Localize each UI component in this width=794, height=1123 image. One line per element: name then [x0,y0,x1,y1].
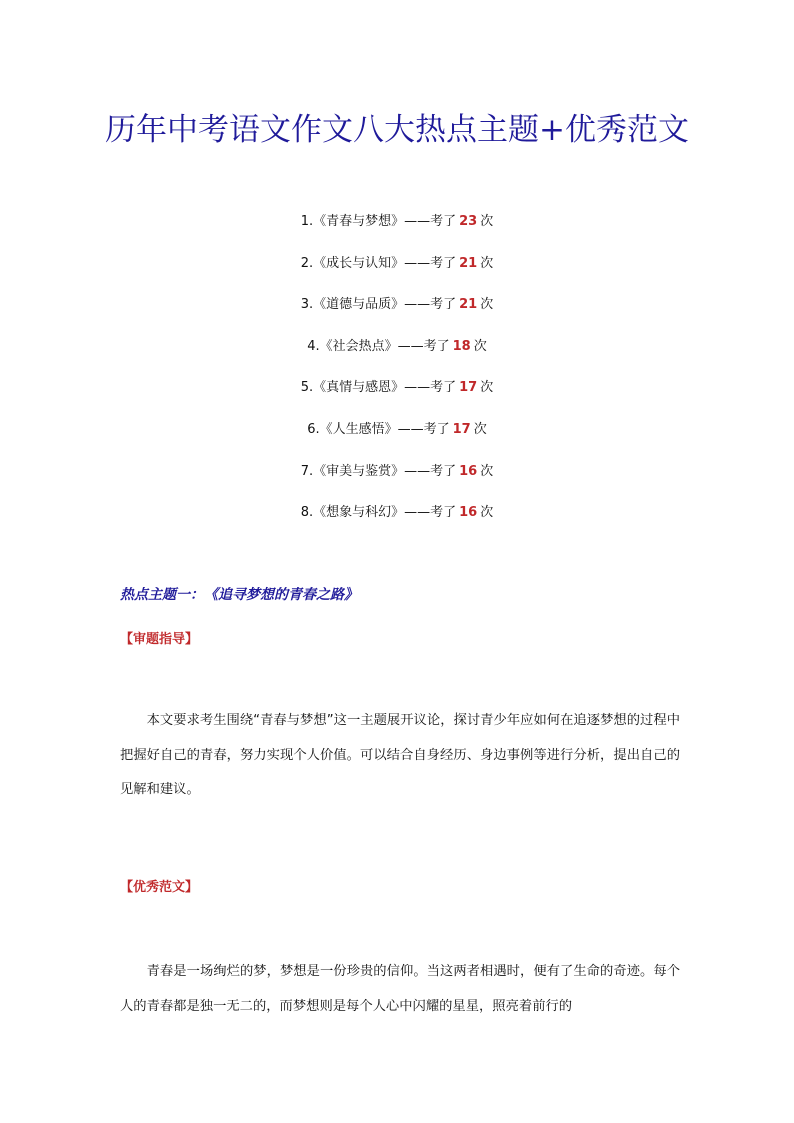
topic-name: 5.《真情与感恩》——考了 [300,380,457,396]
guide-paragraph: 本文要求考生围绕“青春与梦想”这一主题展开议论，探讨青少年应如何在追逐梦想的过程中把握好自己的青春，努力实现个人价值。可以结合自身经历、身边事例等进行分析，提出自己的见解和建议。 [120,713,680,797]
list-item [0,293,794,335]
topic-name: 4.《社会热点》——考了 [307,338,450,354]
section-heading: 热点主题一：《追寻梦想的青春之路》 [120,587,358,603]
topic-unit: 次 [480,214,494,229]
topic-count: 16 [459,505,478,521]
topic-rank-list [0,210,794,543]
sample-label: 【优秀范文】 [120,880,199,895]
topic-count: 18 [452,338,471,354]
list-item [0,501,794,543]
list-item [0,210,794,252]
list-item [0,376,794,418]
topic-unit: 次 [480,463,494,479]
topic-unit: 次 [480,505,494,521]
sample-paragraph: 青春是一场绚烂的梦，梦想是一份珍贵的信仰。当这两者相遇时，便有了生命的奇迹。每个人的青春都是独一无二的，而梦想则是每个人心中闪耀的星星，照亮着前行的 [120,964,680,1014]
topic-count: 23 [459,214,478,229]
topic-unit: 次 [473,421,487,437]
page-title: 历年中考语文作文八大热点主题+优秀范文 [105,112,689,148]
topic-count: 17 [452,421,471,437]
topic-name: 6.《人生感悟》——考了 [307,421,450,437]
topic-name: 3.《道德与品质》——考了 [300,297,457,313]
topic-name: 2.《成长与认知》——考了 [300,255,457,271]
list-item [0,460,794,502]
guide-label: 【审题指导】 [120,632,199,647]
topic-unit: 次 [480,255,494,271]
topic-count: 16 [459,463,478,479]
topic-unit: 次 [473,338,487,354]
list-item [0,335,794,377]
topic-name: 7.《审美与鉴赏》——考了 [300,463,457,479]
topic-count: 21 [459,255,478,271]
topic-unit: 次 [480,297,494,313]
topic-name: 8.《想象与科幻》——考了 [300,505,457,521]
list-item [0,418,794,460]
topic-count: 17 [459,380,478,396]
list-item [0,252,794,294]
topic-name: 1.《青春与梦想》——考了 [300,214,457,229]
topic-count: 21 [459,297,478,313]
topic-unit: 次 [480,380,494,396]
